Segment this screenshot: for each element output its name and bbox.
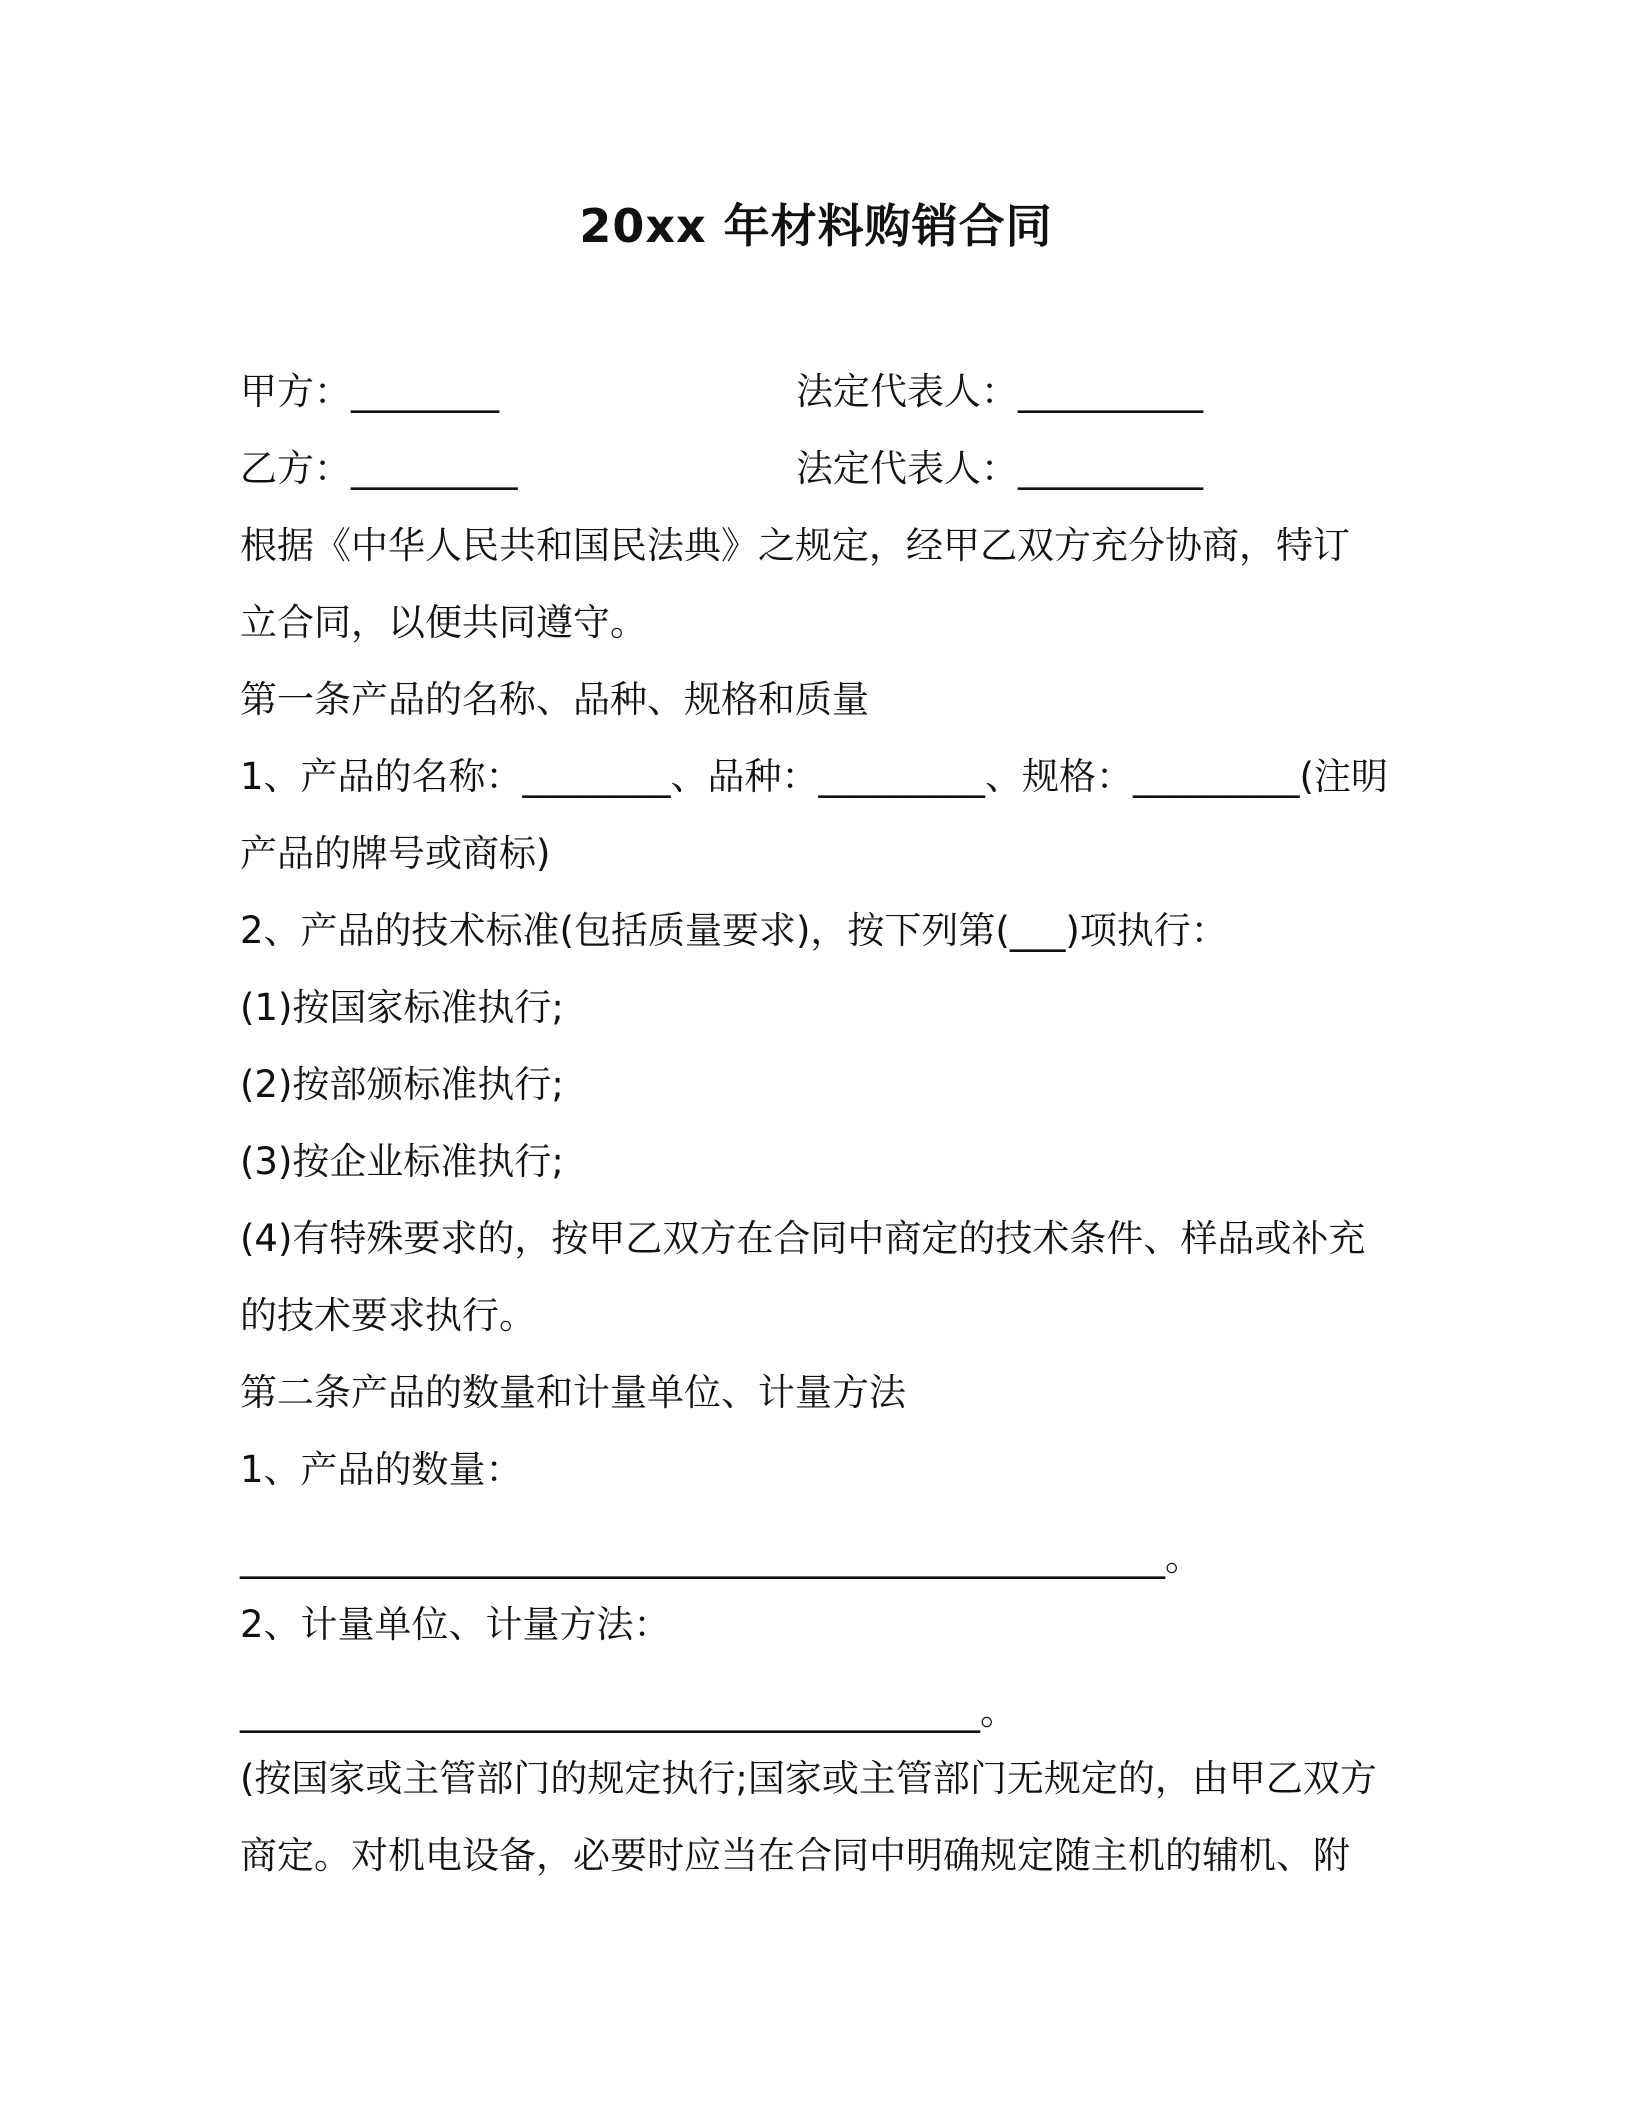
party-a-line: 甲方：________ bbox=[240, 370, 499, 413]
section-heading: 第二条产品的数量和计量单位、计量方法 bbox=[240, 1371, 906, 1414]
section-heading: 第一条产品的名称、品种、规格和质量 bbox=[240, 678, 869, 721]
text-line: (4)有特殊要求的，按甲乙双方在合同中商定的技术条件、样品或补充 bbox=[240, 1217, 1366, 1260]
text-line: 2、计量单位、计量方法： bbox=[240, 1603, 671, 1646]
text-line: 2、产品的技术标准(包括质量要求)，按下列第(___)项执行： bbox=[240, 909, 1228, 952]
document-title: 20xx 年材料购销合同 bbox=[579, 199, 1053, 253]
text-line: 1、产品的名称：________、品种：_________、规格：_________(注明 bbox=[240, 755, 1388, 798]
party-b-rep-line: 法定代表人：__________ bbox=[796, 447, 1203, 490]
text-line: (1)按国家标准执行; bbox=[240, 986, 564, 1029]
text-line: 产品的牌号或商标) bbox=[240, 832, 551, 875]
blank-line: __________________________________________________。 bbox=[240, 1536, 1202, 1579]
text-line: 商定。对机电设备，必要时应当在合同中明确规定随主机的辅机、附 bbox=[240, 1834, 1350, 1877]
text-line: (按国家或主管部门的规定执行;国家或主管部门无规定的，由甲乙双方 bbox=[240, 1757, 1377, 1800]
party-b-line: 乙方：_________ bbox=[240, 447, 518, 490]
party-a-rep-line: 法定代表人：__________ bbox=[796, 370, 1203, 413]
blank-line: ________________________________________。 bbox=[240, 1690, 1017, 1733]
text-line: 的技术要求执行。 bbox=[240, 1294, 536, 1337]
text-line: 根据《中华人民共和国民法典》之规定，经甲乙双方充分协商，特订 bbox=[240, 524, 1350, 567]
text-line: 1、产品的数量： bbox=[240, 1448, 523, 1491]
text-line: (3)按企业标准执行; bbox=[240, 1140, 564, 1183]
text-line: 立合同，以便共同遵守。 bbox=[240, 601, 647, 644]
text-line: (2)按部颁标准执行; bbox=[240, 1063, 564, 1106]
